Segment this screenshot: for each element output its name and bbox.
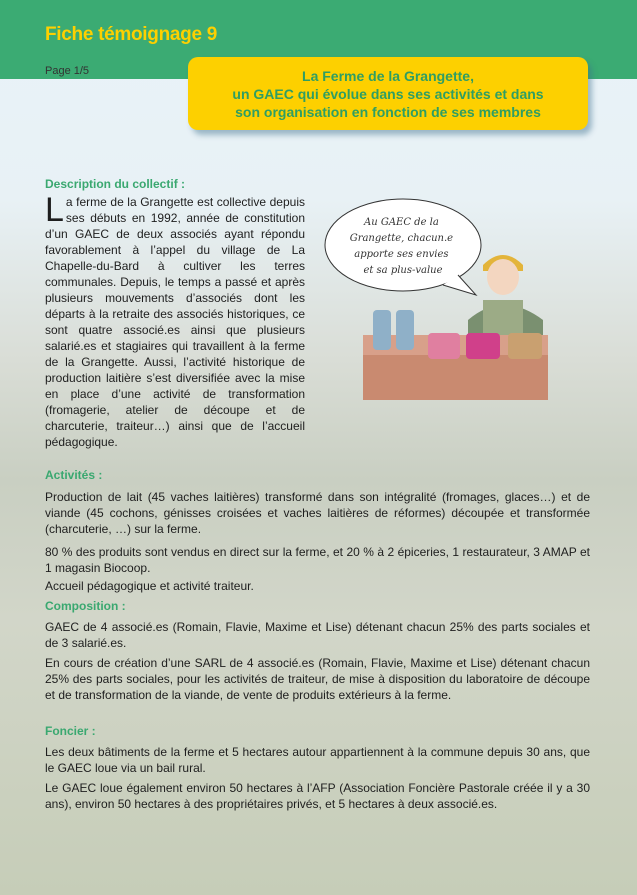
dropcap: L — [45, 191, 64, 229]
foncier-p2: Le GAEC loue également environ 50 hectares à l’AFP (Association Foncière Pastorale créée il y a 30 ans), environ 50 hectares à des propriétaires privés, et 5 hectares à deux associé.es. — [45, 781, 590, 811]
bubble-line: et sa plus-value — [363, 265, 443, 276]
callout-line: son organisation en fonction de ses membres — [235, 104, 541, 120]
description-text: a ferme de la Grangette est collective depuis ses débuts en 1992, année de constitution d’un GAEC de deux associés ayant répondu favorablement à l’appel du village de La Chapelle-du-Bard à cultiver les terres communales. Depuis, le temps a passé et après plusieurs mouvements d’associés dont les départs à la retraite des associés historiques, ce sont quatre associé.es ainsi que plusieurs salarié.es et stagiaires qui travaillent à la ferme de la Grangette. Aussi, l’activité historique de production laitière s’est diversifiée avec la mise en place d’une activité de transformation (fromagerie, atelier de découpe et de charcuterie, traiteur…) ainsi que de l’accueil pédagogique. — [45, 195, 305, 449]
bubble-line: Grangette, chacun.e — [349, 233, 454, 244]
callout-line: un GAEC qui évolue dans ses activités et dans — [232, 86, 544, 102]
activites-p1: Production de lait (45 vaches laitières) transformé dans son intégralité (fromages, glaces…) et de viande (45 cochons, génisses croisées et vaches laitières de réformes) découpée et transformée (charcuterie, …) sur la ferme. — [45, 490, 590, 536]
bubble-line: Au GAEC de la — [363, 217, 439, 228]
callout-line: La Ferme de la Grangette, — [302, 68, 474, 84]
composition-p2: En cours de création d’une SARL de 4 associé.es (Romain, Flavie, Maxime et Lise) détenant chacun 25% des parts sociales, pour les activités de traiteur, de mise à disposition du laboratoire de découpe et de transformation de la viande, de vente de produits extérieurs à la ferme. — [45, 656, 590, 702]
composition-p1: GAEC de 4 associé.es (Romain, Flavie, Maxime et Lise) détenant chacun 25% des parts sociales et de 3 salarié.es. — [45, 620, 590, 650]
heading-activites: Activités : — [45, 468, 103, 482]
farmer-illustration — [318, 195, 593, 425]
activites-p2: 80 % des produits sont vendus en direct sur la ferme, et 20 % à 2 épiceries, 1 restaurateur, 3 AMAP et 1 magasin Biocoop. — [45, 545, 590, 575]
title-callout — [188, 57, 588, 130]
heading-description: Description du collectif : — [45, 177, 186, 191]
activites-p3: Accueil pédagogique et activité traiteur. — [45, 579, 254, 593]
description-paragraph — [45, 191, 305, 450]
heading-composition: Composition : — [45, 599, 126, 613]
page-title: Fiche témoignage 9 — [45, 24, 217, 45]
bubble-line: apporte ses envies — [354, 249, 449, 260]
foncier-p1: Les deux bâtiments de la ferme et 5 hectares autour appartiennent à la commune depuis 30 ans, que le GAEC loue via un bail rural. — [45, 745, 590, 775]
page-number: Page 1/5 — [45, 65, 90, 77]
heading-foncier: Foncier : — [45, 724, 96, 738]
